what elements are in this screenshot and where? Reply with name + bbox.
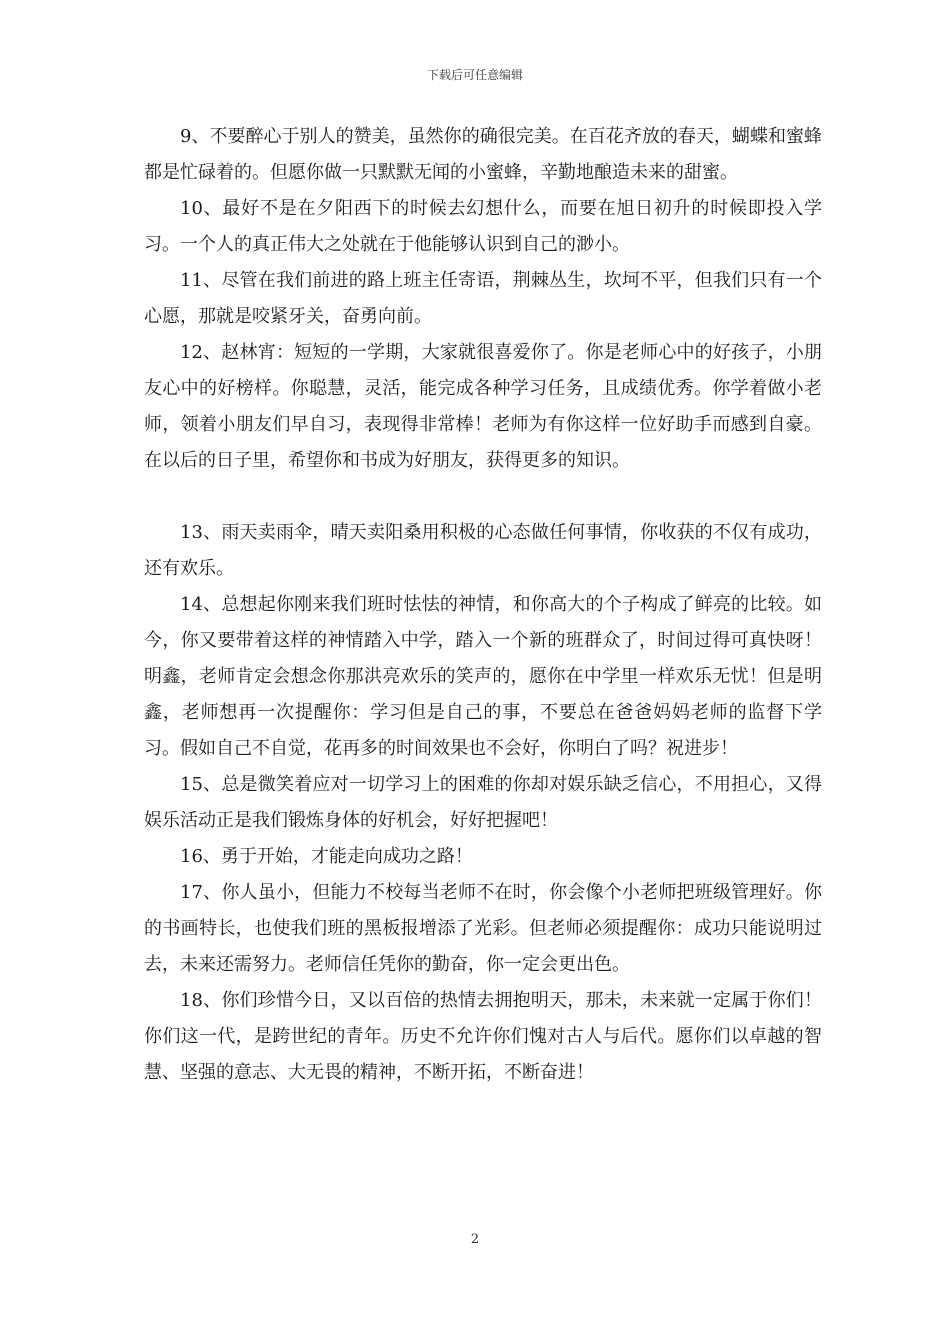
document-body — [144, 119, 822, 1091]
paragraph-15: 15、总是微笑着应对一切学习上的困难的你却对娱乐缺乏信心，不用担心，又得娱乐活动正是我们锻炼身体的好机会，好好把握吧！ — [144, 774, 822, 831]
paragraph-16: 16、勇于开始，才能走向成功之路！ — [180, 846, 473, 867]
paragraph-14: 14、总想起你刚来我们班时怯怯的神情，和你高大的个子构成了鲜亮的比较。如今，你又要带着这样的神情踏入中学，踏入一个新的班群众了，时间过得可真快呀！明鑫，老师肯定会想念你那洪亮欢乐的笑声的，愿你在中学里一样欢乐无忧！但是明鑫，老师想再一次提醒你：学习但是自己的事，不要总在爸爸妈妈老师的监督下学习。假如自己不自觉，花再多的时间效果也不会好，你明白了吗？祝进步！ — [144, 594, 822, 759]
page-number: 2 — [470, 1232, 480, 1247]
paragraph-17: 17、你人虽小，但能力不校每当老师不在时，你会像个小老师把班级管理好。你的书画特长，也使我们班的黑板报增添了光彩。但老师必须提醒你：成功只能说明过去，未来还需努力。老师信任凭你的勤奋，你一定会更出色。 — [144, 882, 822, 975]
paragraph-9: 9、不要醉心于别人的赞美，虽然你的确很完美。在百花齐放的春天，蝴蝶和蜜蜂都是忙碌着的。但愿你做一只默默无闻的小蜜蜂，辛勤地酿造未来的甜蜜。 — [144, 126, 822, 183]
page-header: 下载后可任意编辑 — [426, 68, 523, 82]
paragraph-10: 10、最好不是在夕阳西下的时候去幻想什么，而要在旭日初升的时候即投入学习。一个人的真正伟大之处就在于他能够认识到自己的渺小。 — [144, 198, 822, 255]
paragraph-11: 11、尽管在我们前进的路上班主任寄语，荆棘丛生，坎坷不平，但我们只有一个心愿，那就是咬紧牙关，奋勇向前。 — [144, 270, 822, 327]
paragraph-13: 13、雨天卖雨伞，晴天卖阳桑用积极的心态做任何事情，你收获的不仅有成功，还有欢乐。 — [144, 522, 822, 579]
paragraph-12: 12、赵林宵：短短的一学期，大家就很喜爱你了。你是老师心中的好孩子，小朋友心中的好榜样。你聪慧，灵活，能完成各种学习任务，且成绩优秀。你学着做小老师，领着小朋友们早自习，表现得非常棒！老师为有你这样一位好助手而感到自豪。在以后的日子里，希望你和书成为好朋友，获得更多的知识。 — [144, 342, 822, 471]
paragraph-18: 18、你们珍惜今日，又以百倍的热情去拥抱明天，那未，未来就一定属于你们！你们这一代，是跨世纪的青年。历史不允许你们愧对古人与后代。愿你们以卓越的智慧、坚强的意志、大无畏的精神，不断开拓，不断奋进！ — [144, 990, 822, 1083]
